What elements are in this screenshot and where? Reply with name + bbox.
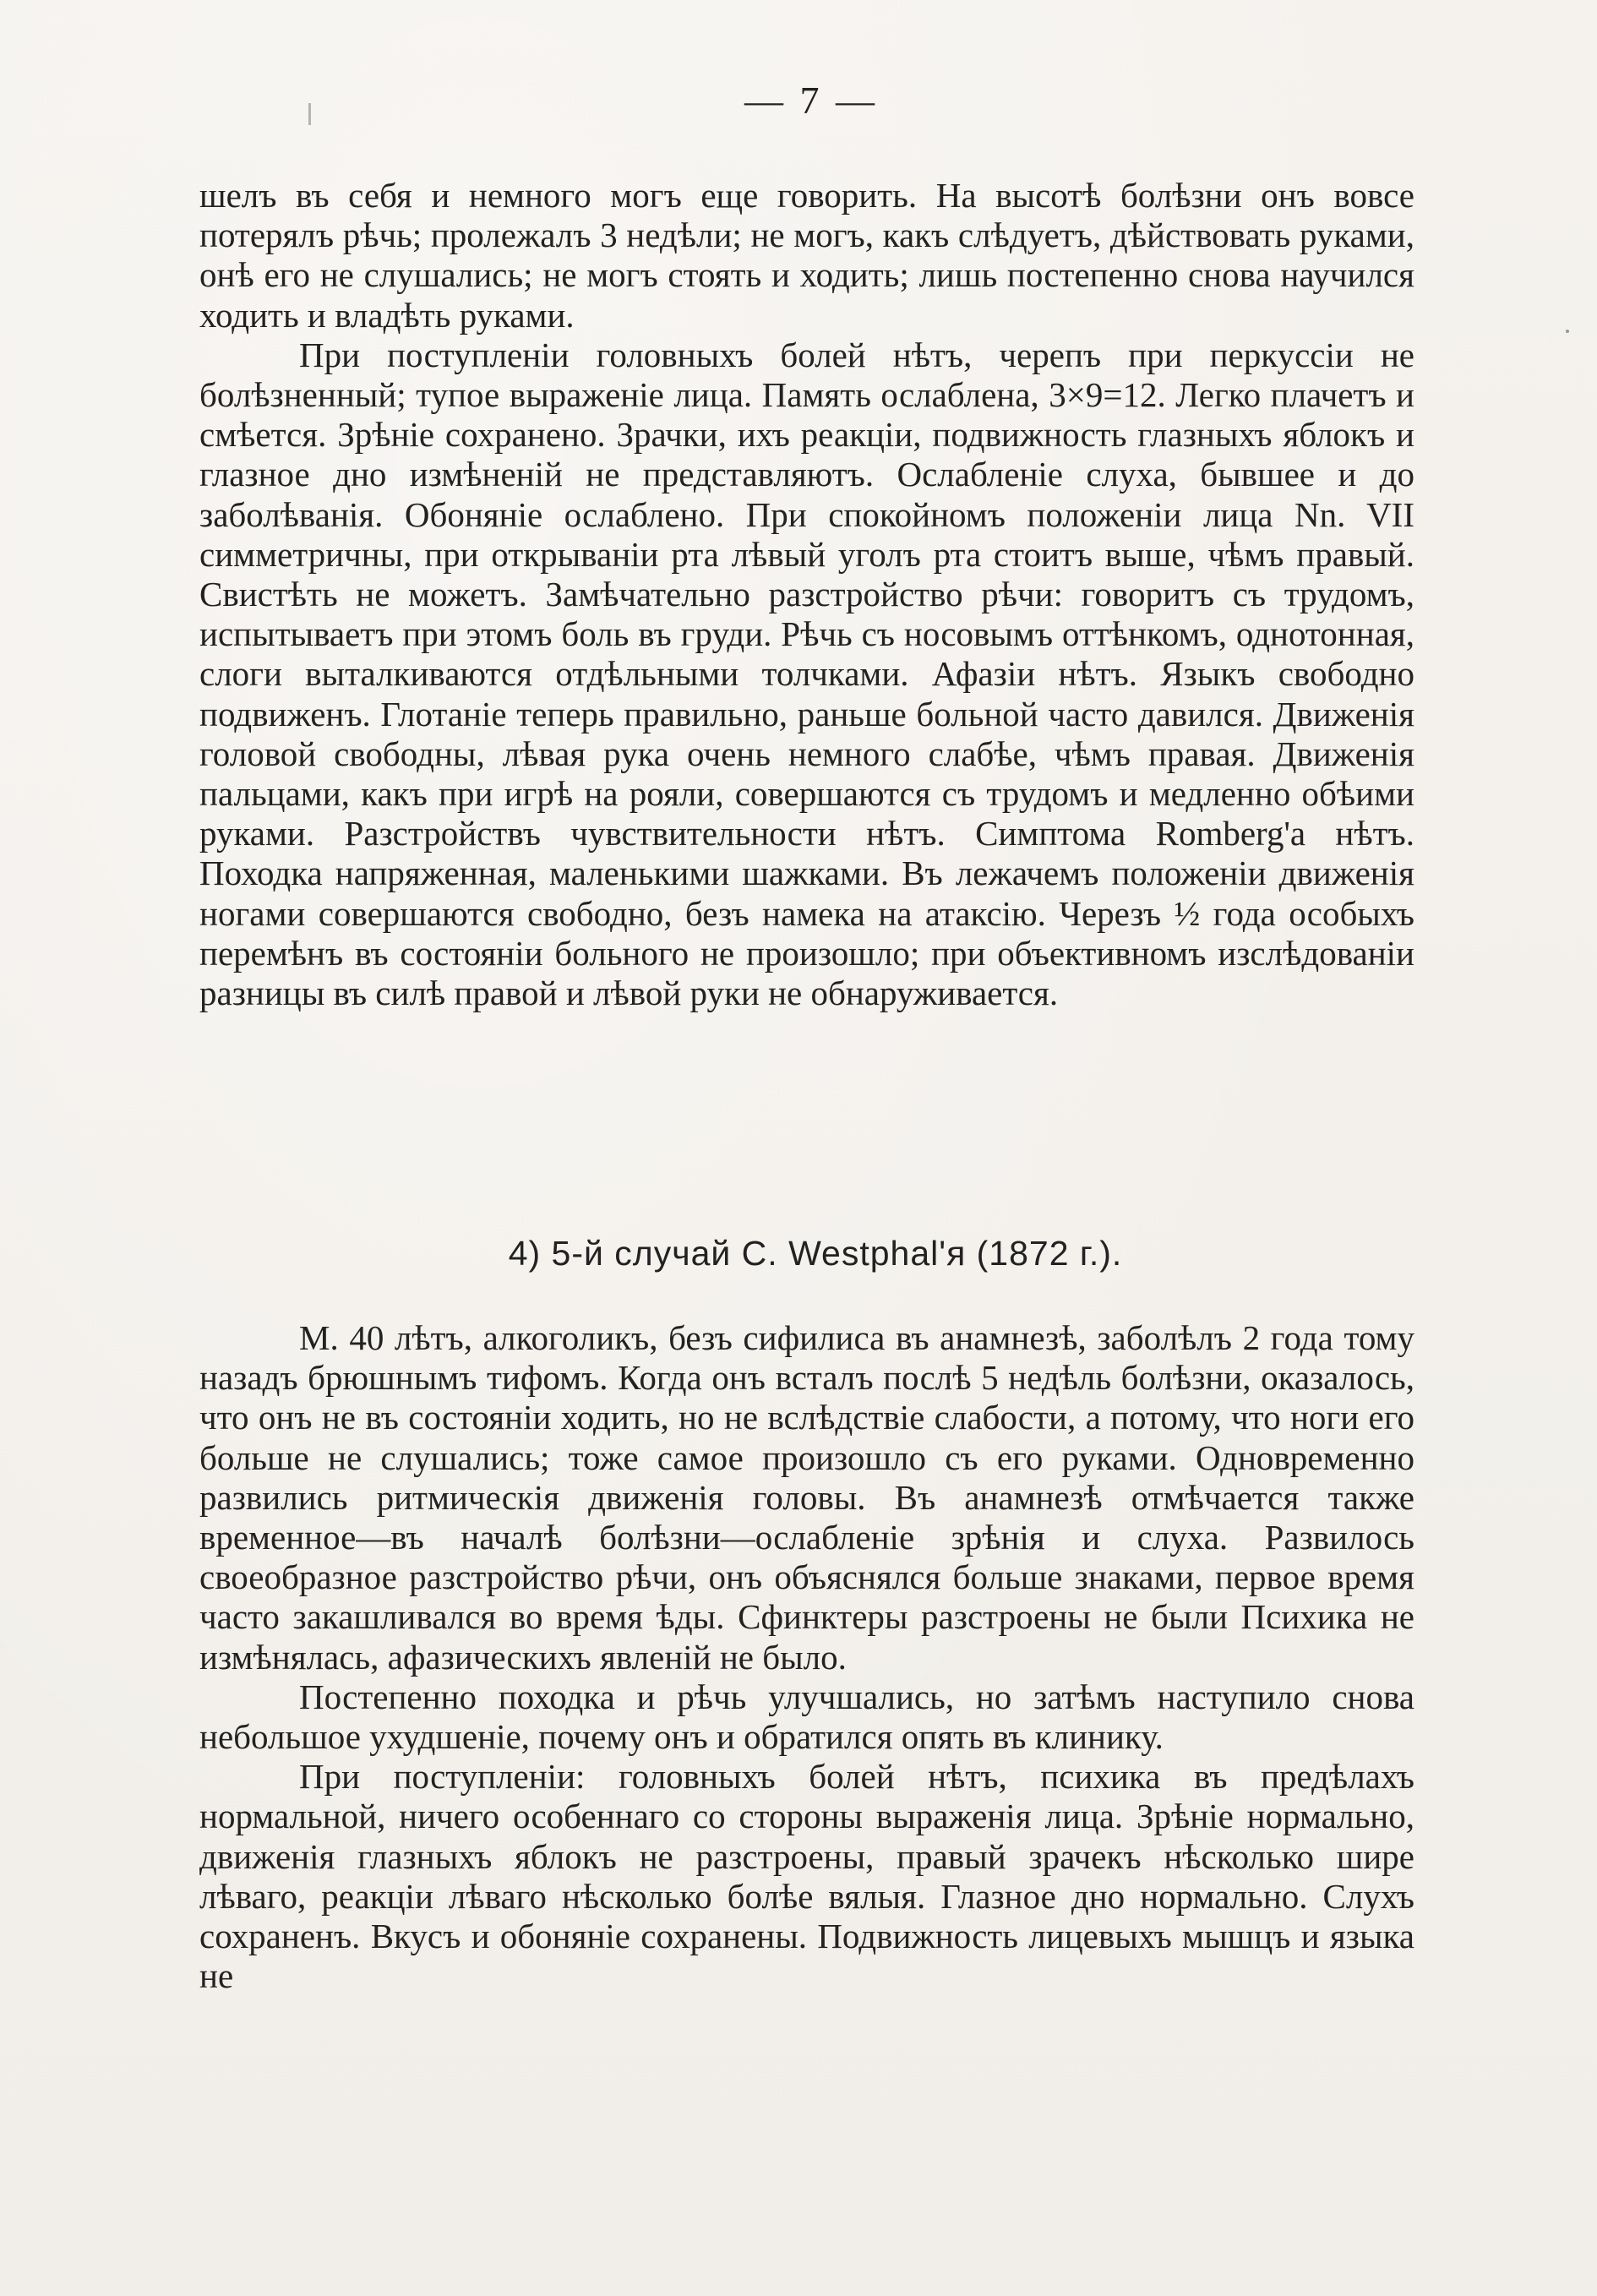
- section-heading-case-5: 4) 5-й случай C. Westphal'я (1872 г.).: [508, 1234, 1123, 1273]
- text-block-continued-case: [199, 176, 1414, 1013]
- paragraph-examination: При поступленіи головныхъ болей нѣтъ, черепъ при перкуссіи не болѣзненный; тупое выраженіе лица. Память ослаблена, 3×9=12. Легко плачетъ и смѣется. Зрѣніе сохранено. Зрачки, ихъ реакціи, подвижность глазныхъ яблокъ и глазное дно измѣненій не представляютъ. Ослабленіе слуха, бывшее и до заболѣванія. Обоняніе ослаблено. При спокойномъ положеніи лица Nn. VII симметричны, при открываніи рта лѣвый уголъ рта стоитъ выше, чѣмъ правый. Свистѣть не можетъ. Замѣчательно разстройство рѣчи: говоритъ съ трудомъ, испытываетъ при этомъ боль въ груди. Рѣчь съ носовымъ оттѣнкомъ, однотонная, слоги выталкиваются отдѣльными толчками. Афазіи нѣтъ. Языкъ свободно подвиженъ. Глотаніе теперь правильно, раньше больной часто давился. Движенія головой свободны, лѣвая рука очень немного слабѣе, чѣмъ правая. Движенія пальцами, какъ при игрѣ на рояли, совершаются съ трудомъ и медленно обѣими руками. Разстройствъ чувствительности нѣтъ. Симптома Romberg'а нѣтъ. Походка напряженная, маленькими шажками. Въ лежачемъ положеніи движенія ногами совершаются свободно, безъ намека на атаксію. Черезъ ½ года особыхъ перемѣнъ въ состояніи больного не произошло; при объективномъ изслѣдованіи разницы въ силѣ правой и лѣвой руки не обнаруживается.: [199, 335, 1414, 1013]
- paragraph-progress: Постепенно походка и рѣчь улучшались, но затѣмъ наступило снова небольшое ухудшеніе, почему онъ и обратился опять въ клинику.: [199, 1677, 1414, 1757]
- paragraph-admission-findings: При поступленіи: головныхъ болей нѣтъ, психика въ предѣлахъ нормальной, ничего особеннаго со стороны выраженія лица. Зрѣніе нормально, движенія глазныхъ яблокъ не разстроены, правый зрачекъ нѣсколько шире лѣваго, реакціи лѣваго нѣсколько болѣе вялыя. Глазное дно нормально. Слухъ сохраненъ. Вкусъ и обоняніе сохранены. Подвижность лицевыхъ мышцъ и языка не: [199, 1757, 1414, 1996]
- paragraph-anamnesis: М. 40 лѣтъ, алкоголикъ, безъ сифилиса въ анамнезѣ, заболѣлъ 2 года тому назадъ брюшнымъ тифомъ. Когда онъ всталъ послѣ 5 недѣль болѣзни, оказалось, что онъ не въ состояніи ходить, но не вслѣдствіе слабости, а потому, что ноги его больше не слушались; тоже самое произошло съ его руками. Одновременно развились ритмическія движенія головы. Въ анамнезѣ отмѣчается также временное—въ началѣ болѣзни—ослабленіе зрѣнія и слуха. Развилось своеобразное разстройство рѣчи, онъ объяснялся больше знаками, первое время часто закашливался во время ѣды. Сфинктеры разстроены не были Психика не измѣнялась, афазическихъ явленій не было.: [199, 1318, 1414, 1677]
- text-block-case-5: [199, 1318, 1414, 1996]
- paragraph-continuation: шелъ въ себя и немного могъ еще говорить. На высотѣ болѣзни онъ вовсе потерялъ рѣчь; пролежалъ 3 недѣли; не могъ, какъ слѣдуетъ, дѣйствовать руками, онѣ его не слушались; не могъ стоять и ходить; лишь постепенно снова научился ходить и владѣть руками.: [199, 176, 1414, 335]
- scan-artifact-dot: [1566, 330, 1569, 333]
- page-number: — 7 —: [744, 79, 878, 122]
